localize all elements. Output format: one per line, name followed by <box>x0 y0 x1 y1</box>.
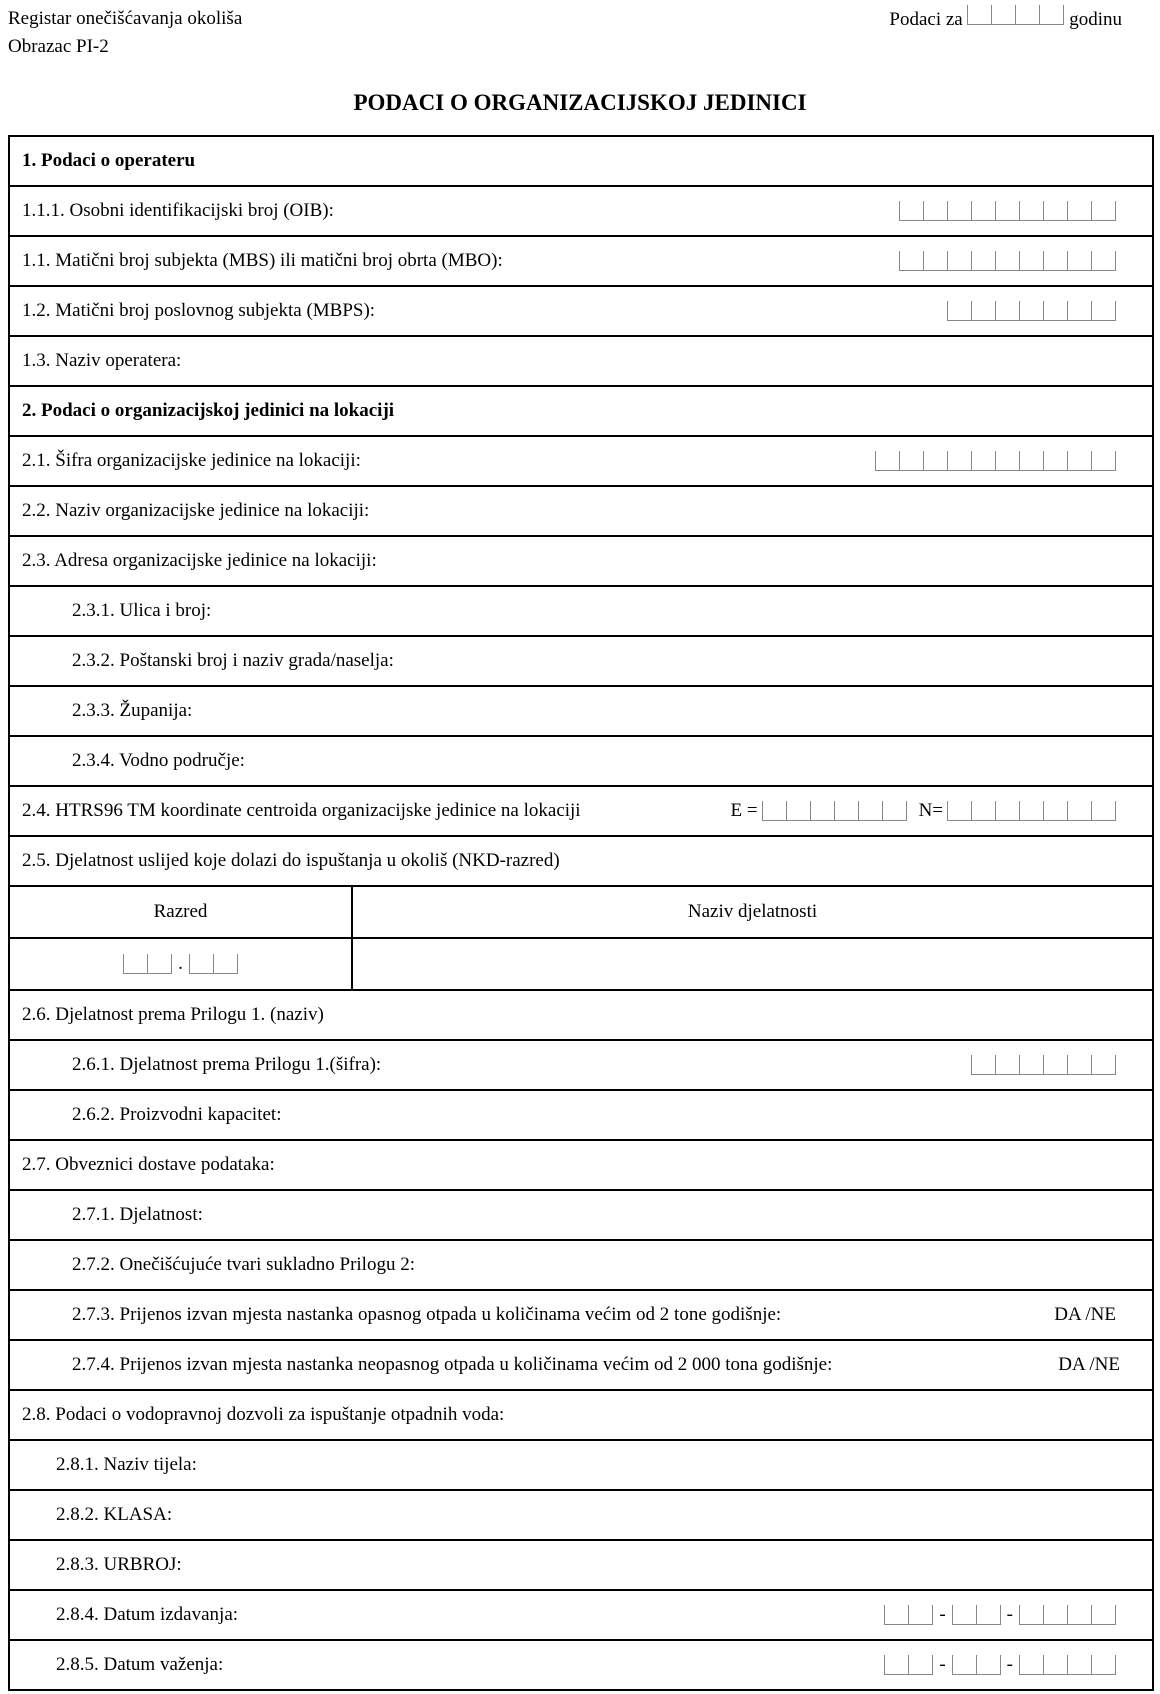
nkd-values: . <box>10 939 1152 991</box>
row-authority[interactable]: 2.8.1. Naziv tijela: <box>10 1441 1152 1491</box>
nkd-header: Razred Naziv djelatnosti <box>10 887 1152 939</box>
registry-name: Registar onečišćavanja okoliša <box>8 8 243 29</box>
mbs-input[interactable] <box>899 251 1116 271</box>
row-water-area[interactable]: 2.3.4. Vodno područje: <box>10 737 1152 787</box>
row-nkd: 2.5. Djelatnost uslijed koje dolazi do ispuštanja u okoliš (NKD-razred) <box>10 837 1152 887</box>
row-capacity[interactable]: 2.6.2. Proizvodni kapacitet: <box>10 1091 1152 1141</box>
form-table <box>8 135 1154 1691</box>
annex1-code-input[interactable] <box>971 1055 1116 1075</box>
row-water-permit: 2.8. Podaci o vodopravnoj dozvoli za ispuštanje otpadnih voda: <box>10 1391 1152 1441</box>
row-operator-name[interactable]: 1.3. Naziv operatera: <box>10 337 1152 387</box>
row-county[interactable]: 2.3.3. Županija: <box>10 687 1152 737</box>
section-operator: 1. Podaci o operateru <box>10 137 1152 187</box>
row-klasa[interactable]: 2.8.2. KLASA: <box>10 1491 1152 1541</box>
row-activity[interactable]: 2.7.1. Djelatnost: <box>10 1191 1152 1241</box>
row-mbps: 1.2. Matični broj poslovnog subjekta (MBPS): <box>10 287 1152 337</box>
year-field: Podaci za godinu <box>889 5 1122 34</box>
unit-code-input[interactable] <box>875 451 1116 471</box>
razred-input-b[interactable] <box>189 954 238 974</box>
da-ne-hazardous[interactable]: DA /NE <box>1054 1304 1116 1325</box>
row-annex1-code: 2.6.1. Djelatnost prema Prilogu 1.(šifra): <box>10 1041 1152 1091</box>
page-title: PODACI O ORGANIZACIJSKOJ JEDINICI <box>353 90 807 115</box>
section-unit: 2. Podaci o organizacijskoj jedinici na lokaciji <box>10 387 1152 437</box>
row-pollutants[interactable]: 2.7.2. Onečišćujuće tvari sukladno Prilogu 2: <box>10 1241 1152 1291</box>
coord-n-input[interactable] <box>947 801 1116 821</box>
row-unit-code: 2.1. Šifra organizacijske jedinice na lokaciji: <box>10 437 1152 487</box>
form-header-left <box>8 5 242 61</box>
row-valid-date: 2.8.5. Datum važenja: - - <box>10 1641 1152 1691</box>
issue-month[interactable] <box>952 1605 1001 1625</box>
razred-input-a[interactable] <box>123 954 172 974</box>
row-oib: 1.1.1. Osobni identifikacijski broj (OIB): <box>10 187 1152 237</box>
form-code: Obrazac PI-2 <box>8 36 109 57</box>
row-obligors: 2.7. Obveznici dostave podataka: <box>10 1141 1152 1191</box>
row-unit-name[interactable]: 2.2. Naziv organizacijske jedinice na lokaciji: <box>10 487 1152 537</box>
row-nonhazardous-waste: 2.7.4. Prijenos izvan mjesta nastanka neopasnog otpada u količinama većim od 2 000 tona godišnje: DA /NE <box>10 1341 1152 1391</box>
row-unit-address: 2.3. Adresa organizacijske jedinice na lokaciji: <box>10 537 1152 587</box>
oib-input[interactable] <box>899 201 1116 221</box>
valid-year[interactable] <box>1019 1655 1116 1675</box>
valid-month[interactable] <box>952 1655 1001 1675</box>
row-postal[interactable]: 2.3.2. Poštanski broj i naziv grada/naselja: <box>10 637 1152 687</box>
row-mbs: 1.1. Matični broj subjekta (MBS) ili matični broj obrta (MBO): <box>10 237 1152 287</box>
row-hazardous-waste: 2.7.3. Prijenos izvan mjesta nastanka opasnog otpada u količinama većim od 2 tone godišnje: DA /NE <box>10 1291 1152 1341</box>
da-ne-nonhazardous[interactable]: DA /NE <box>1058 1354 1120 1375</box>
activity-name-input[interactable] <box>353 939 1152 989</box>
row-street[interactable]: 2.3.1. Ulica i broj: <box>10 587 1152 637</box>
year-input[interactable] <box>967 5 1064 25</box>
coord-e-input[interactable] <box>762 801 907 821</box>
row-annex1: 2.6. Djelatnost prema Prilogu 1. (naziv) <box>10 991 1152 1041</box>
valid-day[interactable] <box>884 1655 933 1675</box>
mbps-input[interactable] <box>947 301 1116 321</box>
row-urbroj[interactable]: 2.8.3. URBROJ: <box>10 1541 1152 1591</box>
issue-year[interactable] <box>1019 1605 1116 1625</box>
row-coordinates: 2.4. HTRS96 TM koordinate centroida organizacijske jedinice na lokaciji E = N= <box>10 787 1152 837</box>
issue-day[interactable] <box>884 1605 933 1625</box>
row-issue-date: 2.8.4. Datum izdavanja: - - <box>10 1591 1152 1641</box>
